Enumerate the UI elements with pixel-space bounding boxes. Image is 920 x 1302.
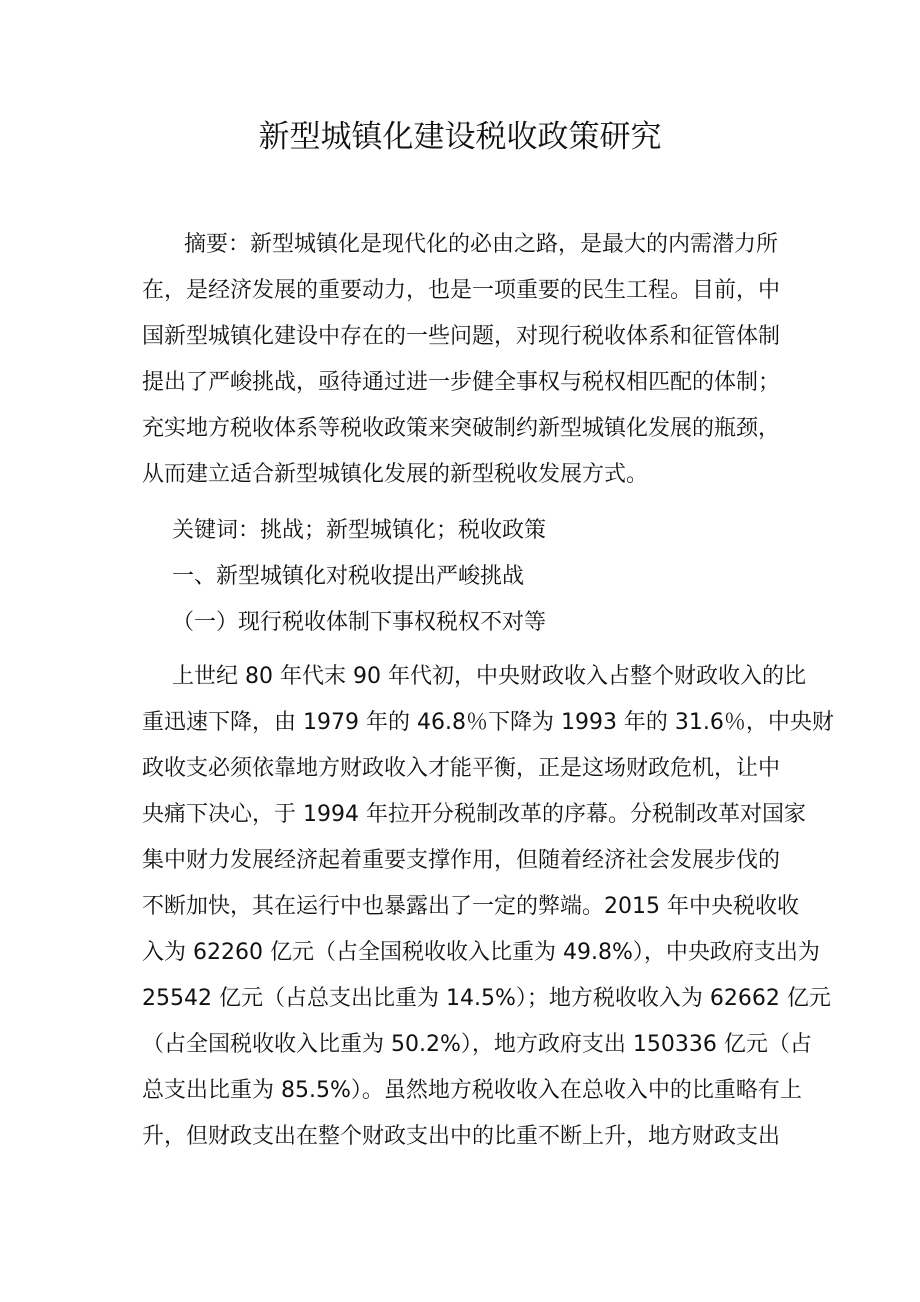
abstract-line: 国新型城镇化建设中存在的一些问题，对现行税收体系和征管体制: [142, 324, 781, 349]
body-line: 不断加快，其在运行中也暴露出了一定的弊端。2015 年中央税收收: [142, 894, 799, 919]
abstract-line: 摘要：新型城镇化是现代化的必由之路，是最大的内需潜力所: [184, 232, 779, 257]
body-line: 集中财力发展经济起着重要支撑作用，但随着经济社会发展步伐的: [142, 848, 781, 873]
body-line: 入为 62260 亿元（占全国税收收入比重为 49.8%），中央政府支出为: [142, 940, 820, 965]
abstract-line: 充实地方税收体系等税收政策来突破制约新型城镇化发展的瓶颈，: [142, 416, 781, 441]
keywords: 关键词：挑战；新型城镇化；税收政策: [172, 518, 547, 543]
body-line: （占全国税收收入比重为 50.2%），地方政府支出 150336 亿元（占: [142, 1032, 812, 1057]
body-line: 重迅速下降，由 1979 年的 46.8％下降为 1993 年的 31.6％，中央财: [142, 710, 834, 735]
body-line: 上世纪 80 年代末 90 年代初，中央财政收入占整个财政收入的比: [172, 664, 806, 689]
body-line: 总支出比重为 85.5%）。虽然地方税收收入在总收入中的比重略有上: [142, 1078, 802, 1103]
document-body: [142, 222, 902, 1160]
subsection-heading: （一）现行税收体制下事权税权不对等: [172, 610, 547, 635]
body-line: 25542 亿元（占总支出比重为 14.5%）；地方税收收入为 62662 亿元: [142, 986, 831, 1011]
body-line: 央痛下决心，于 1994 年拉开分税制改革的序幕。分税制改革对国家: [142, 802, 806, 827]
abstract-line: 在，是经济发展的重要动力，也是一项重要的民生工程。目前，中: [142, 278, 781, 303]
abstract-line: 从而建立适合新型城镇化发展的新型税收发展方式。: [142, 462, 649, 487]
document-title: 新型城镇化建设税收政策研究: [258, 119, 662, 155]
abstract-line: 提出了严峻挑战，亟待通过进一步健全事权与税权相匹配的体制；: [142, 370, 781, 395]
body-line: 政收支必须依靠地方财政收入才能平衡，正是这场财政危机，让中: [142, 756, 781, 781]
section-heading: 一、新型城镇化对税收提出严峻挑战: [172, 564, 525, 589]
body-line: 升，但财政支出在整个财政支出中的比重不断上升，地方财政支出: [142, 1124, 781, 1149]
